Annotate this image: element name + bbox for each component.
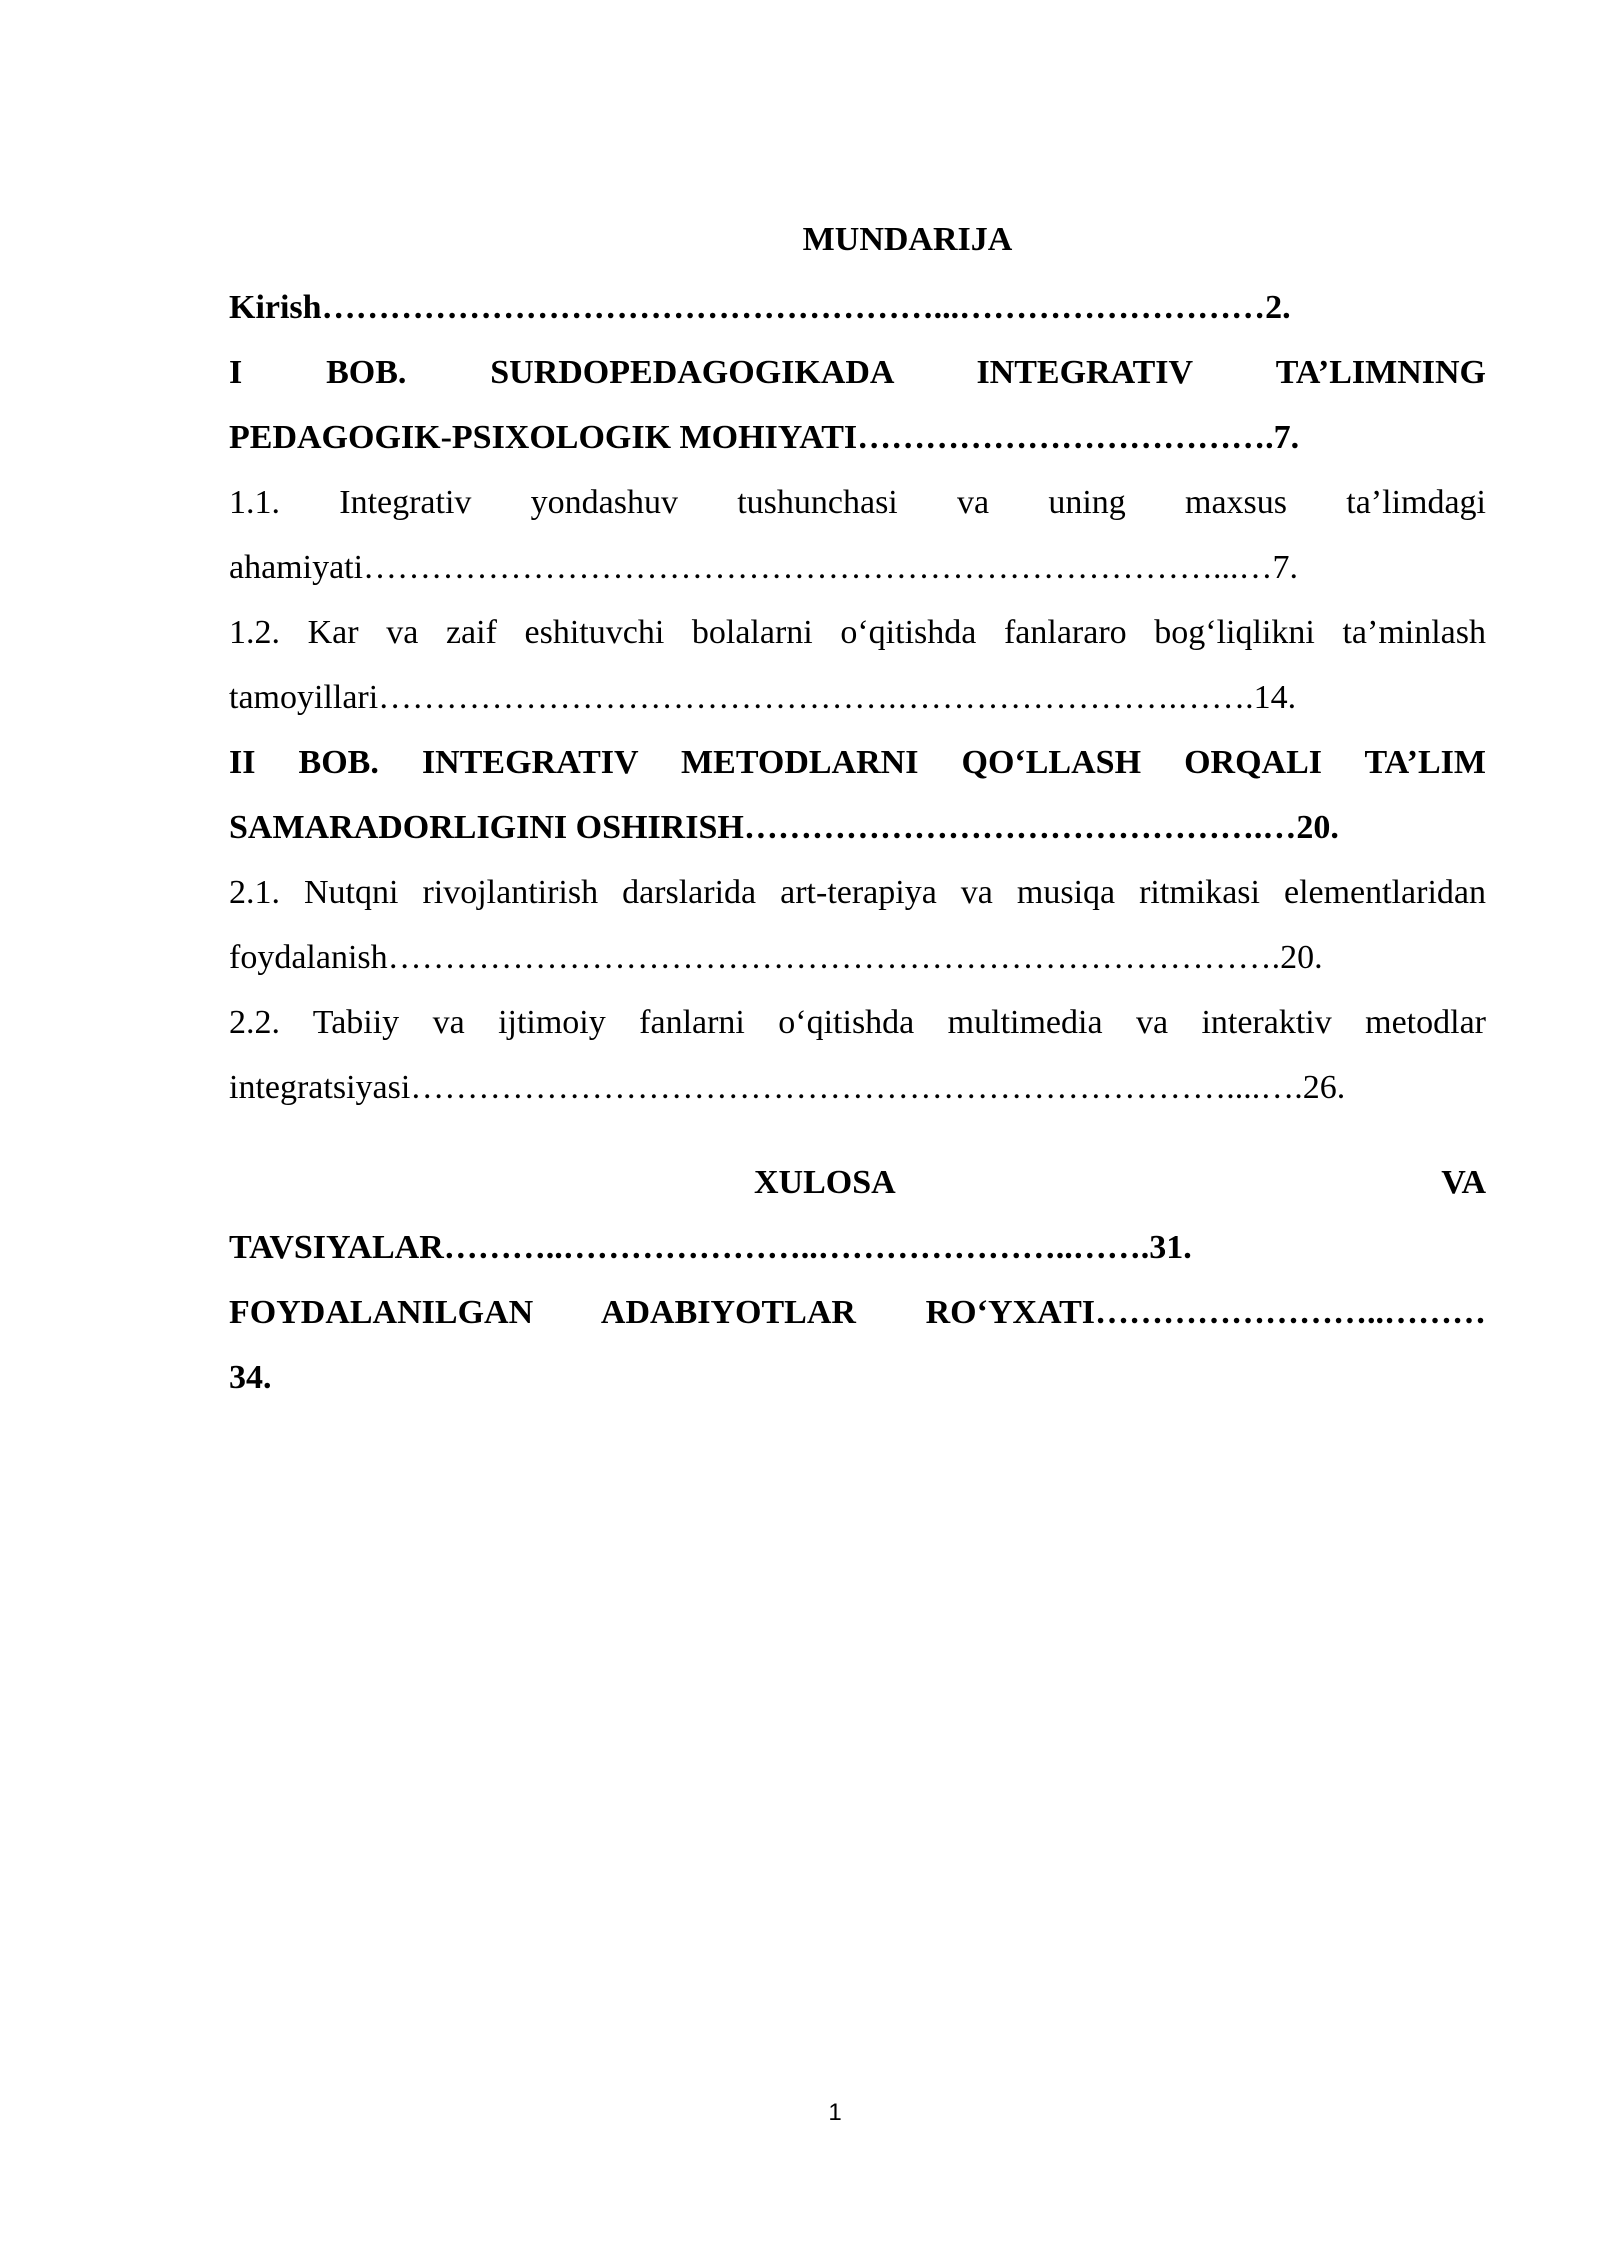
toc-entry-references-line-2: 34. <box>229 1359 272 1396</box>
toc-spacer <box>229 1120 1486 1150</box>
table-of-contents <box>229 205 1486 1410</box>
toc-entry-chapter-1-line-1: I BOB. SURDOPEDAGOGIKADA INTEGRATIV TA’LIMNING <box>229 354 1486 391</box>
toc-entry-conclusion-line-2: TAVSIYALAR………..…………………..…………………..…….31. <box>229 1229 1192 1266</box>
toc-entry-section-1-2-line-1: 1.2. Kar va zaif eshituvchi bolalarni o‘qitishda fanlararo bog‘liqlikni ta’minlash <box>229 614 1486 651</box>
toc-entry-section-1-1-line-1: 1.1. Integrativ yondashuv tushunchasi va uning maxsus ta’limdagi <box>229 484 1486 521</box>
toc-entry-conclusion-line-1: XULOSA VA <box>754 1164 1486 1201</box>
toc-entry-kirish: Kirish………………………………………………...………………………2. <box>229 289 1291 326</box>
toc-entry-references-line-1: FOYDALANILGAN ADABIYOTLAR RO‘YXATI……………………..……… <box>229 1294 1486 1331</box>
toc-entry-section-2-1-line-1: 2.1. Nutqni rivojlantirish darslarida art-terapiya va musiqa ritmikasi elementlaridan <box>229 874 1486 911</box>
toc-entry-chapter-2-line-2: SAMARADORLIGINI OSHIRISH……………………………………….…20. <box>229 809 1339 846</box>
toc-entry-section-1-2-line-2: tamoyillari……………………………………….…………………….…….14. <box>229 679 1297 716</box>
toc-entry-section-1-1-line-2: ahamiyati…………………………………………………………………...…7. <box>229 549 1299 586</box>
toc-entry-chapter-1-line-2: PEDAGOGIK-PSIXOLOGIK MOHIYATI……………………………….7. <box>229 419 1300 456</box>
toc-entry-section-2-2-line-1: 2.2. Tabiiy va ijtimoiy fanlarni o‘qitishda multimedia va interaktiv metodlar <box>229 1004 1486 1041</box>
page-number: 1 <box>828 2099 842 2126</box>
toc-entry-section-2-1-line-2: foydalanish…………………………………………………………………….20. <box>229 939 1323 976</box>
toc-entry-chapter-2-line-1: II BOB. INTEGRATIV METODLARNI QO‘LLASH ORQALI TA’LIM <box>229 744 1486 781</box>
toc-title: MUNDARIJA <box>802 221 1013 258</box>
toc-entry-section-2-2-line-2: integratsiyasi………………………………………………………………....….26. <box>229 1069 1346 1106</box>
